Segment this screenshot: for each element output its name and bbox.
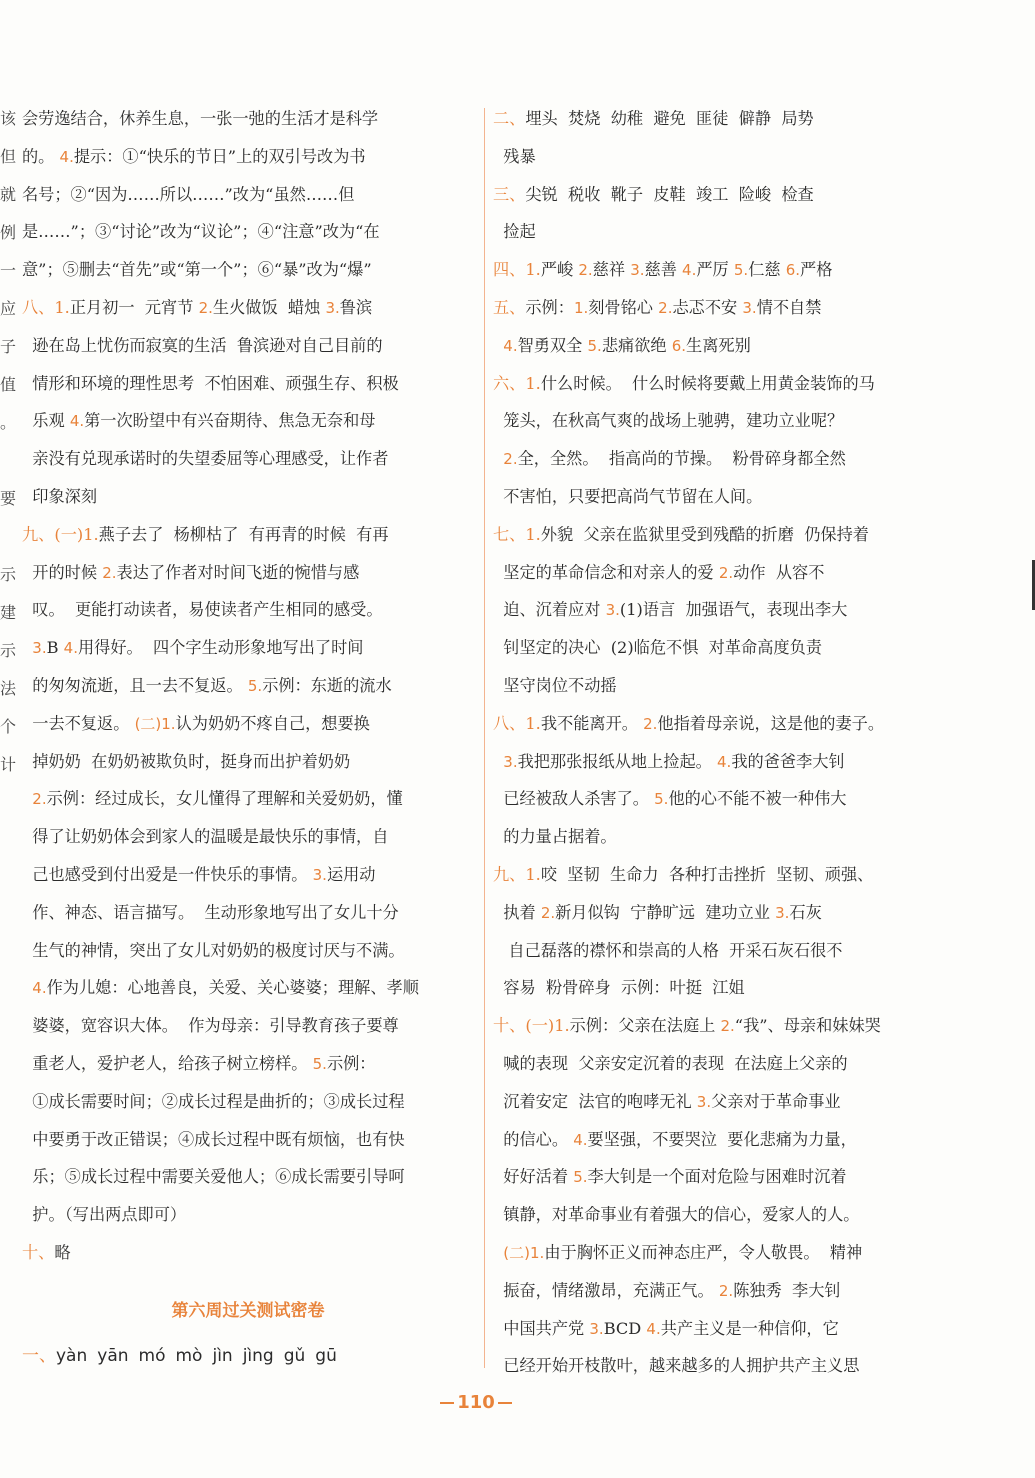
answer-line bbox=[22, 969, 474, 1007]
answer-line bbox=[22, 251, 474, 289]
answer-line bbox=[22, 932, 474, 970]
answer-text: 他指着母亲说，这是他的妻子。 bbox=[657, 713, 885, 733]
pinyin-word: gū bbox=[315, 1346, 337, 1366]
answer-line bbox=[22, 176, 474, 214]
answer-line bbox=[22, 289, 474, 327]
answer-text: 咬 坚韧 生命力 各种打击挫折 坚韧、顽强、 bbox=[540, 864, 874, 884]
answer-line bbox=[22, 1045, 474, 1083]
answer-text: 坚守岗位不动摇 bbox=[493, 675, 617, 695]
section-marker: 十、 bbox=[22, 1242, 55, 1262]
answer-line bbox=[22, 1234, 474, 1272]
page-number-value: 110 bbox=[457, 1392, 495, 1413]
edge-char: 一 bbox=[0, 261, 17, 280]
item-number: 1. bbox=[573, 298, 589, 317]
answer-text bbox=[493, 336, 503, 355]
pinyin-word: jìn bbox=[212, 1346, 233, 1366]
answer-line bbox=[493, 1083, 933, 1121]
answer-text: 他的心不能不被一种伟大 bbox=[668, 789, 847, 809]
answer-text: 运用动 bbox=[326, 864, 376, 884]
answer-text: 什么时候。 什么时候将要戴上用黄金装饰的马 bbox=[540, 373, 875, 393]
answer-line bbox=[493, 138, 933, 176]
answer-text: 的信心。 bbox=[493, 1129, 574, 1149]
answer-text: 示例：父亲在法庭上 bbox=[569, 1016, 721, 1036]
answer-text: 亲没有兑现承诺时的失望委屈等心理感受，让作者 bbox=[22, 449, 389, 469]
answer-text: (1)语言 加强语气，表现出李大 bbox=[619, 600, 848, 620]
item-number: 3. bbox=[312, 865, 327, 884]
answer-line bbox=[493, 365, 933, 403]
item-number: 5. bbox=[654, 790, 669, 809]
item-number: 3. bbox=[605, 601, 620, 620]
answer-text: 好好活着 bbox=[493, 1167, 574, 1187]
answer-text: 用得好。 四个字生动形象地写出了时间 bbox=[77, 638, 364, 658]
right-answer-column bbox=[493, 100, 933, 1385]
answer-line bbox=[493, 289, 933, 327]
answer-text: 不害怕，只要把高尚气节留在人间。 bbox=[493, 486, 763, 506]
answer-line bbox=[22, 629, 474, 667]
item-number: 2. bbox=[718, 563, 734, 582]
column-divider bbox=[484, 108, 485, 1368]
answer-line bbox=[22, 440, 474, 478]
pinyin-word: jìng bbox=[242, 1346, 274, 1366]
answer-text: 悲痛欲绝 bbox=[601, 335, 672, 355]
answer-text: 残暴 bbox=[493, 146, 536, 166]
answer-text: 重老人，爱护老人，给孩子树立榜样。 bbox=[22, 1053, 313, 1073]
item-number: (二)1. bbox=[134, 714, 176, 733]
answer-text: 钊坚定的决心 (2)临危不惧 对革命高度负责 bbox=[493, 638, 822, 658]
edge-char: 子 bbox=[0, 337, 17, 356]
answer-text: 的力量占据着。 bbox=[493, 827, 617, 847]
answer-text: 捡起 bbox=[493, 222, 536, 242]
section-marker: 八、1. bbox=[22, 297, 70, 317]
answer-text: 燕子去了 杨柳枯了 有再青的时候 有再 bbox=[98, 524, 389, 544]
answer-text: 笼头，在秋高气爽的战场上驰骋，建功立业呢？ bbox=[493, 411, 844, 431]
item-number: 2. bbox=[643, 714, 658, 733]
item-number: 3. bbox=[503, 752, 518, 771]
answer-line bbox=[22, 667, 474, 705]
answer-line bbox=[493, 402, 933, 440]
answer-text: 父亲对于革命事业 bbox=[711, 1091, 841, 1111]
section-marker: 九、(一)1. bbox=[22, 524, 99, 544]
answer-line bbox=[22, 705, 474, 743]
pinyin-word: yān bbox=[97, 1346, 129, 1366]
answer-line bbox=[22, 818, 474, 856]
answer-text: 全，全然。 指高尚的节操。 粉骨碎身都全然 bbox=[517, 449, 846, 469]
section-marker: 九、1. bbox=[493, 864, 541, 884]
answer-text: 要坚强，不要哭泣 要化悲痛为力量， bbox=[587, 1129, 857, 1149]
answer-text: 已经开始开枝散叶，越来越多的人拥护共产主义思 bbox=[493, 1356, 860, 1376]
answer-text: 名号；②“因为……所以……”改为“虽然……但 bbox=[22, 184, 355, 204]
answer-text: 是……”；③“讨论”改为“议论”；④“注意”改为“在 bbox=[22, 222, 380, 242]
answer-line bbox=[493, 629, 933, 667]
answer-text: 共产主义是一种信仰，它 bbox=[660, 1318, 839, 1338]
answer-line bbox=[22, 213, 474, 251]
item-number: 2. bbox=[198, 298, 213, 317]
pinyin-prefix: 一、 bbox=[22, 1346, 56, 1366]
answer-line bbox=[493, 818, 933, 856]
answer-line bbox=[493, 1121, 933, 1159]
answer-text: 略 bbox=[54, 1242, 71, 1262]
answer-text bbox=[493, 752, 503, 771]
answer-text: 忐忑不安 bbox=[672, 297, 743, 317]
answer-text: 的匆匆流逝，且一去不复返。 bbox=[22, 675, 248, 695]
answer-text: 逊在岛上忧伤而寂寞的生活 鲁滨逊对自己目前的 bbox=[22, 335, 383, 355]
item-number: 5. bbox=[247, 676, 263, 695]
item-number: 2. bbox=[720, 1017, 735, 1036]
item-number: 3. bbox=[775, 903, 790, 922]
answer-text: 陈独秀 李大钊 bbox=[733, 1280, 841, 1300]
answer-text: 容易 粉骨碎身 示例：叶挺 江姐 bbox=[493, 978, 745, 998]
answer-line bbox=[22, 365, 474, 403]
answer-text: 尖锐 税收 靴子 皮鞋 竣工 险峻 检查 bbox=[525, 184, 814, 204]
section-marker: 八、1. bbox=[493, 713, 541, 733]
answer-line bbox=[22, 554, 474, 592]
section-marker: 十、(一)1. bbox=[493, 1016, 570, 1036]
item-number: 4. bbox=[503, 336, 518, 355]
section-title: 第六周过关测试密卷 bbox=[171, 1301, 325, 1321]
answer-text: 严厉 bbox=[696, 260, 734, 280]
answer-line bbox=[493, 251, 933, 289]
item-number: 2. bbox=[540, 903, 556, 922]
answer-text: 由于胸怀正义而神态庄严，令人敬畏。 精神 bbox=[544, 1242, 863, 1262]
answer-text: 我不能离开。 bbox=[540, 713, 644, 733]
edge-char: 但 bbox=[0, 147, 17, 166]
answer-text: 示例： bbox=[525, 297, 574, 317]
edge-char: 建 bbox=[0, 603, 17, 622]
answer-text bbox=[493, 449, 503, 468]
answer-text: ①成长需要时间；②成长过程是曲折的；③成长过程 bbox=[22, 1091, 405, 1111]
answer-text: 开的时候 bbox=[22, 562, 103, 582]
answer-text: 我的爸爸李大钊 bbox=[731, 751, 845, 771]
item-number: 4. bbox=[59, 147, 74, 166]
answer-text: 作、神态、语言描写。 生动形象地写出了女儿十分 bbox=[22, 902, 399, 922]
answer-text: 振奋，情绪激昂，充满正气。 bbox=[493, 1280, 719, 1300]
answer-line bbox=[493, 516, 933, 554]
answer-text: 我把那张报纸从地上捡起。 bbox=[517, 751, 718, 771]
answer-text: 自己磊落的襟怀和崇高的人格 开采石灰石很不 bbox=[493, 940, 843, 960]
answer-text: 掉奶奶 在奶奶被欺负时，挺身而出护着奶奶 bbox=[22, 751, 351, 771]
item-number: 4. bbox=[646, 1319, 661, 1338]
item-number: 6. bbox=[671, 336, 687, 355]
left-edge-cutoff-text bbox=[0, 100, 16, 784]
item-number: 3. bbox=[696, 1092, 712, 1111]
item-number: 3. bbox=[630, 261, 645, 280]
pinyin-word: yàn bbox=[56, 1346, 88, 1366]
pinyin-word: gǔ bbox=[283, 1346, 306, 1366]
answer-text: 沉着安定 法官的咆哮无礼 bbox=[493, 1091, 697, 1111]
answer-text: 提示：①“快乐的节日”上的双引号改为书 bbox=[73, 146, 366, 166]
answer-text: 中要勇于改正错误；④成长过程中既有烦恼，也有快 bbox=[22, 1129, 405, 1149]
answer-line bbox=[493, 1347, 933, 1385]
edge-char: 示 bbox=[0, 565, 17, 584]
item-number: 5. bbox=[573, 1168, 588, 1187]
answer-text: 慈善 bbox=[644, 260, 683, 280]
answer-line bbox=[22, 327, 474, 365]
answer-line bbox=[22, 591, 474, 629]
answer-line bbox=[22, 516, 474, 554]
edge-char: 该 bbox=[0, 109, 17, 128]
answer-text: 慈祥 bbox=[592, 260, 631, 280]
answer-text: “我”、母亲和妹妹哭 bbox=[734, 1016, 881, 1036]
item-number: 4. bbox=[717, 752, 732, 771]
answer-text bbox=[22, 789, 32, 808]
answer-text: 的。 bbox=[22, 146, 60, 166]
item-number: 4. bbox=[573, 1130, 588, 1149]
answer-line bbox=[22, 402, 474, 440]
answer-text bbox=[493, 1243, 503, 1262]
answer-text: 乐观 bbox=[22, 411, 70, 431]
answer-line bbox=[493, 1007, 933, 1045]
answer-text: 会劳逸结合，休养生息，一张一弛的生活才是科学 bbox=[22, 109, 379, 128]
answer-line bbox=[22, 1121, 474, 1159]
page-number bbox=[436, 1392, 516, 1413]
answer-text: 示例：经过成长，女儿懂得了理解和关爱奶奶，懂 bbox=[46, 789, 403, 809]
section-marker: 七、1. bbox=[493, 524, 541, 544]
answer-line bbox=[493, 1045, 933, 1083]
answer-line bbox=[493, 213, 933, 251]
answer-text: 一去不复返。 bbox=[22, 713, 135, 733]
answer-line bbox=[493, 856, 933, 894]
answer-line bbox=[493, 478, 933, 516]
item-number: 2. bbox=[32, 790, 47, 809]
answer-line bbox=[493, 932, 933, 970]
answer-line bbox=[493, 1310, 933, 1348]
left-answer-column bbox=[22, 100, 474, 1272]
answer-line bbox=[493, 176, 933, 214]
answer-line bbox=[22, 1158, 474, 1196]
item-number: 3. bbox=[742, 298, 757, 317]
answer-text: 石灰 bbox=[789, 902, 822, 922]
answer-text: 埋头 焚烧 幼稚 避免 匪徒 僻静 局势 bbox=[525, 109, 814, 128]
section-marker: 二、 bbox=[493, 109, 526, 128]
answer-text: 认为奶奶不疼自己，想要换 bbox=[175, 713, 370, 733]
answer-text: 示例：东逝的流水 bbox=[262, 675, 392, 695]
answer-line bbox=[493, 743, 933, 781]
answer-line bbox=[22, 894, 474, 932]
answer-text: 外貌 父亲在监狱里受到残酷的折磨 仍保持着 bbox=[540, 524, 869, 544]
item-number: 5. bbox=[587, 336, 602, 355]
edge-char: 应 bbox=[0, 299, 17, 318]
pinyin-word: mò bbox=[175, 1346, 203, 1366]
answer-text: 表达了作者对时间飞逝的惋惜与感 bbox=[116, 562, 360, 582]
answer-line bbox=[22, 1196, 474, 1234]
answer-line bbox=[493, 667, 933, 705]
answer-line bbox=[493, 780, 933, 818]
answer-line bbox=[22, 743, 474, 781]
answer-text: 仁慈 bbox=[748, 260, 786, 280]
answer-line bbox=[493, 440, 933, 478]
answer-text: 示例： bbox=[326, 1053, 376, 1073]
answer-text: 正月初一 元宵节 bbox=[69, 297, 199, 317]
answer-line bbox=[493, 705, 933, 743]
answer-line bbox=[22, 1083, 474, 1121]
item-number: 2. bbox=[718, 1281, 734, 1300]
answer-line bbox=[22, 780, 474, 818]
answer-text: 动作 从容不 bbox=[733, 562, 825, 582]
answer-text: 执着 bbox=[493, 902, 541, 922]
answer-text: 印象深刻 bbox=[22, 486, 98, 506]
item-number: 3. bbox=[589, 1319, 604, 1338]
answer-text bbox=[22, 978, 32, 997]
answer-text: 生火做饭 蜡烛 bbox=[212, 297, 326, 317]
answer-line bbox=[493, 1234, 933, 1272]
item-number: 4. bbox=[63, 639, 78, 658]
item-number: 2. bbox=[658, 298, 673, 317]
answer-text: 婆婆，宽容识大体。 作为母亲：引导教育孩子要尊 bbox=[22, 1016, 399, 1036]
answer-text: 护。（写出两点即可） bbox=[22, 1205, 187, 1225]
section-marker: 六、1. bbox=[493, 373, 541, 393]
item-number: (二)1. bbox=[503, 1243, 545, 1262]
answer-line bbox=[493, 1196, 933, 1234]
edge-char: 法 bbox=[0, 679, 17, 698]
item-number: 2. bbox=[503, 450, 518, 469]
answer-text bbox=[22, 638, 32, 657]
answer-text: 得了让奶奶体会到家人的温暖是最快乐的事情，自 bbox=[22, 827, 389, 847]
item-number: 4. bbox=[32, 979, 47, 998]
answer-line bbox=[493, 554, 933, 592]
answer-text: 李大钊是一个面对危险与困难时沉着 bbox=[587, 1167, 847, 1187]
answer-text: 新月似钩 宁静旷远 建功立业 bbox=[555, 902, 776, 922]
edge-char: 就 bbox=[0, 185, 17, 204]
answer-text: 情形和环境的理性思考 不怕困难、顽强生存、积极 bbox=[22, 373, 399, 393]
item-number: 5. bbox=[733, 261, 749, 280]
answer-text: 已经被敌人杀害了。 bbox=[493, 789, 655, 809]
answer-line bbox=[493, 969, 933, 1007]
item-number: 4. bbox=[682, 261, 697, 280]
answer-text: 己也感受到付出爱是一件快乐的事情。 bbox=[22, 864, 313, 884]
edge-char bbox=[0, 442, 12, 480]
answer-text: 迫、沉着应对 bbox=[493, 600, 606, 620]
answer-text: BCD bbox=[603, 1318, 647, 1338]
answer-text: 严峻 bbox=[540, 260, 579, 280]
answer-text: 严格 bbox=[800, 260, 833, 280]
edge-char: 值 bbox=[0, 375, 17, 394]
answer-line bbox=[22, 478, 474, 516]
answer-line bbox=[493, 100, 933, 138]
answer-text: 刻骨铭心 bbox=[588, 297, 659, 317]
answer-line bbox=[493, 1158, 933, 1196]
item-number: 2. bbox=[102, 563, 117, 582]
answer-text: 作为儿媳：心地善良，关爱、关心婆婆；理解、孝顺 bbox=[46, 978, 419, 998]
pinyin-answer-line bbox=[22, 1338, 474, 1375]
answer-line bbox=[493, 1272, 933, 1310]
answer-text: 乐；⑤成长过程中需要关爱他人；⑥成长需要引导呵 bbox=[22, 1167, 405, 1187]
answer-line bbox=[493, 894, 933, 932]
answer-text: 生离死别 bbox=[686, 335, 751, 355]
answer-text: 叹。 更能打动读者，易使读者产生相同的感受。 bbox=[22, 600, 383, 620]
edge-char: 个 bbox=[0, 717, 17, 736]
section-marker: 四、1. bbox=[493, 260, 541, 280]
answer-line bbox=[493, 327, 933, 365]
section-marker: 五、 bbox=[493, 297, 526, 317]
item-number: 6. bbox=[785, 261, 801, 280]
answer-text: 中国共产党 bbox=[493, 1318, 590, 1338]
edge-char: 例 bbox=[0, 223, 17, 242]
answer-line bbox=[22, 138, 474, 176]
edge-char: 示 bbox=[0, 641, 17, 660]
answer-text: 情不自禁 bbox=[756, 297, 822, 317]
item-number: 3. bbox=[32, 639, 47, 658]
item-number: 4. bbox=[69, 412, 85, 431]
answer-line bbox=[493, 591, 933, 629]
answer-line bbox=[22, 856, 474, 894]
answer-text: 智勇双全 bbox=[517, 335, 588, 355]
answer-text: 坚定的革命信念和对亲人的爱 bbox=[493, 562, 719, 582]
answer-line bbox=[22, 1007, 474, 1045]
answer-text: B bbox=[46, 638, 64, 658]
edge-char: 。 bbox=[0, 413, 17, 432]
item-number: 2. bbox=[578, 261, 593, 280]
section-marker: 三、 bbox=[493, 184, 526, 204]
answer-text: 鲁滨 bbox=[339, 297, 373, 317]
answer-text: 第一次盼望中有兴奋期待、焦急无奈和母 bbox=[84, 411, 376, 431]
pinyin-word: mó bbox=[138, 1346, 166, 1366]
edge-char: 要 bbox=[0, 489, 17, 508]
answer-text: 生气的神情，突出了女儿对奶奶的极度讨厌与不满。 bbox=[22, 940, 405, 960]
answer-line bbox=[22, 100, 474, 138]
answer-text: 镇静，对革命事业有着强大的信心，爱家人的人。 bbox=[493, 1205, 860, 1225]
item-number: 5. bbox=[312, 1054, 327, 1073]
answer-text: 意”；⑤删去“首先”或“第一个”；⑥“暴”改为“爆” bbox=[22, 260, 372, 280]
edge-char: 计 bbox=[0, 755, 17, 774]
edge-char bbox=[0, 518, 12, 556]
item-number: 3. bbox=[325, 298, 340, 317]
answer-text: 喊的表现 父亲安定沉着的表现 在法庭上父亲的 bbox=[493, 1053, 848, 1073]
